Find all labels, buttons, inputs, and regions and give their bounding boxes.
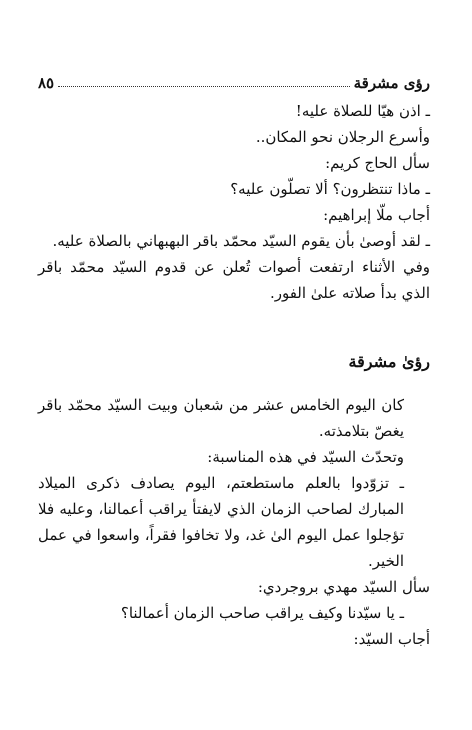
paragraph: ـ لقد أوصىٰ بأن يقوم السيّد محمّد باقر البهبهاني بالصلاة عليه. bbox=[52, 232, 430, 250]
section-heading: رؤىٰ مشرقة bbox=[348, 352, 430, 371]
header-dot-leader bbox=[58, 86, 350, 87]
paragraph: ـ تزوّدوا بالعلم ماستطعتم، اليوم يصادف ذكرى الميلاد المبارك لصاحب الزمان الذي لايفتأ يراقب أعمالنا، وعليه فلا تؤجلوا عمل اليوم الىٰ غد، ولا تخافوا فقراً، واسعوا في عمل الخير. bbox=[38, 474, 404, 570]
paragraph: ـ اذن هيّا للصلاة عليه! bbox=[295, 102, 430, 120]
paragraph: وأسرع الرجلان نحو المكان.. bbox=[255, 128, 430, 146]
paragraph: وفي الأثناء ارتفعت أصوات تُعلن عن قدوم السيّد محمّد باقر الذي بدأ صلاته علىٰ الفور. bbox=[38, 258, 430, 302]
paragraph: سأل الحاج كريم: bbox=[325, 154, 430, 172]
paragraph: ـ ماذا تنتظرون؟ ألا تصلّون عليه؟ bbox=[230, 180, 430, 198]
paragraph: أجاب ملّا إبراهيم: bbox=[323, 206, 430, 224]
paragraph: سأل السيّد مهدي بروجردي: bbox=[257, 578, 430, 596]
paragraph: أجاب السيّد: bbox=[353, 630, 430, 648]
dialogue-block bbox=[38, 98, 430, 306]
paragraph: وتحدّث السيّد في هذه المناسبة: bbox=[207, 448, 404, 466]
section-body bbox=[38, 392, 430, 652]
paragraph: كان اليوم الخامس عشر من شعبان وبيت السيّد محمّد باقر يغصّ بتلامذته. bbox=[38, 396, 404, 440]
running-header bbox=[38, 70, 430, 92]
page-number: ٨٥ bbox=[38, 74, 55, 92]
paragraph: ـ يا سيّدنا وكيف يراقب صاحب الزمان أعمالنا؟ bbox=[120, 604, 404, 622]
header-title: رؤى مشرقة bbox=[353, 74, 430, 92]
